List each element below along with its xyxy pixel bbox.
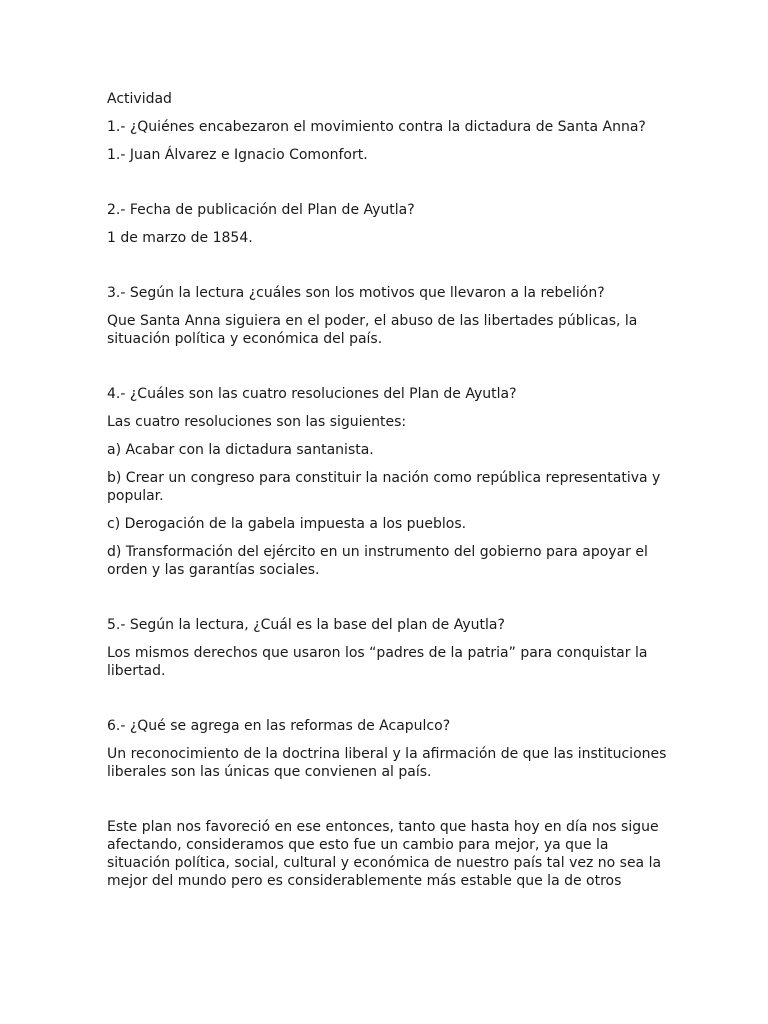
answer-2: 1 de marzo de 1854. <box>107 230 253 246</box>
question-6: 6.- ¿Qué se agrega en las reformas de Acapulco? <box>107 718 451 734</box>
answer-5: Los mismos derechos que usaron los “padres de la patria” para conquistar la libertad. <box>107 645 648 679</box>
answer-1: 1.- Juan Álvarez e Ignacio Comonfort. <box>107 147 368 163</box>
document-title: Actividad <box>107 91 172 107</box>
document-body <box>107 90 667 900</box>
conclusion-paragraph: Este plan nos favoreció en ese entonces, tanto que hasta hoy en día nos sigue afectando, consideramos que esto fue un cambio para mejor, ya que la situación política, social, cultural y económica de nuestro país tal vez no sea la mejor del mundo pero es considerablemente más estable que la de otros <box>107 819 662 889</box>
question-2: 2.- Fecha de publicación del Plan de Ayutla? <box>107 202 415 218</box>
resolution-c: c) Derogación de la gabela impuesta a los pueblos. <box>107 516 467 532</box>
resolution-d: d) Transformación del ejército en un instrumento del gobierno para apoyar el orden y las garantías sociales. <box>107 544 648 578</box>
resolution-a: a) Acabar con la dictadura santanista. <box>107 442 374 458</box>
resolution-b: b) Crear un congreso para constituir la nación como república representativa y popular. <box>107 470 661 504</box>
answer-6: Un reconocimiento de la doctrina liberal y la afirmación de que las instituciones liberales son las únicas que convienen al país. <box>107 746 667 780</box>
question-5: 5.- Según la lectura, ¿Cuál es la base del plan de Ayutla? <box>107 617 505 633</box>
answer-4-intro: Las cuatro resoluciones son las siguientes: <box>107 414 407 430</box>
answer-3: Que Santa Anna siguiera en el poder, el abuso de las libertades públicas, la situación política y económica del país. <box>107 313 638 347</box>
question-3: 3.- Según la lectura ¿cuáles son los motivos que llevaron a la rebelión? <box>107 285 605 301</box>
question-1: 1.- ¿Quiénes encabezaron el movimiento contra la dictadura de Santa Anna? <box>107 119 646 135</box>
question-4: 4.- ¿Cuáles son las cuatro resoluciones del Plan de Ayutla? <box>107 386 517 402</box>
